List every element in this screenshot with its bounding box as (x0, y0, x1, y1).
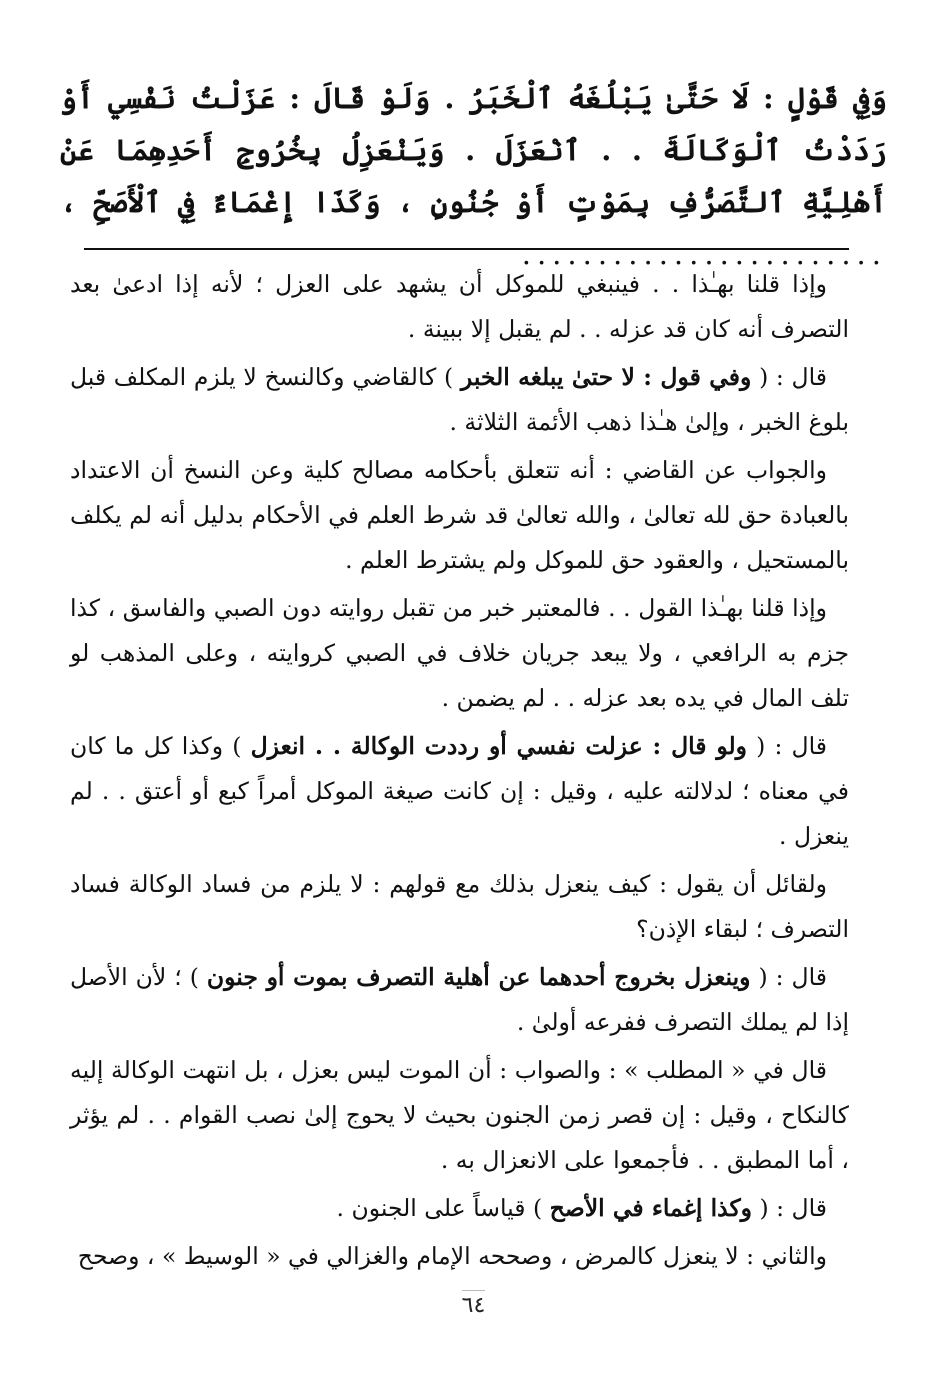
paragraph-3-text: والجواب عن القاضي : أنه تتعلق بأحكامه مصالح كلية وعن النسخ أن الاعتداد بالعبادة حق لله تعالىٰ ، والله تعالىٰ قد شرط العلم في الأحكام بدليل أنه لم يكلف بالمستحيل ، والعقود حق للموكل ولم يشترط العلم . (70, 456, 849, 574)
paragraph-1-text: وإذا قلنا بهـٰذا . . فينبغي للموكل أن يشهد على العزل ؛ لأنه إذا ادعىٰ بعد التصرف أنه كان قد عزله . . لم يقبل إلا ببينة . (70, 270, 849, 343)
paragraph-2-lead: قال : ( (751, 363, 827, 391)
matn-line-1: وَفِي قَوْلٍ : لَا حَتَّىٰ يَبْلُغَهُ ٱلْخَبَرُ . وَلَوْ قَالَ : عَزَلْتُ نَفْسِي أَوْ رَدَدْتُ ٱلْوَكَالَةَ . . (60, 81, 888, 167)
paragraph-10-text: والثاني : لا ينعزل كالمرض ، وصححه الإمام والغزالي في « الوسيط » ، وصحح (77, 1242, 827, 1270)
paragraph-7 (70, 955, 849, 1045)
paragraph-5-quote: ولو قال : عزلت نفسي أو رددت الوكالة . . انعزل (250, 732, 748, 760)
separator-line (84, 248, 849, 250)
paragraph-5 (70, 724, 849, 859)
paragraph-5-text: ) وكذا كل ما كان في معناه ؛ لدلالته عليه ، وقيل : إن كانت صيغة الموكل أمراً كبع أو أعتق . . لم ينعزل . (70, 732, 849, 850)
matn-line-2: ٱنْعَزَلَ . وَيَنْعَزِلُ بِخُرُوجِ أَحَدِهِمَا عَنْ أَهْلِيَّةِ ٱلتَّصَرُّفِ بِمَوْتٍ أَوْ جُنُونٍ ، وَكَذَا إِغْمَاءٌ (60, 133, 887, 219)
paragraph-9 (70, 1186, 849, 1231)
paragraph-3 (70, 448, 849, 583)
paragraph-8-text: قال في « المطلب » : والصواب : أن الموت ليس بعزل ، بل انتهت الوكالة إليه كالنكاح ، وقيل : إن قصر زمن الجنون بحيث لا يحوج إلىٰ نصب القوام . . لم يؤثر ، أما المطبق . . فأجمعوا على الانعزال به . (70, 1056, 849, 1174)
paragraph-4-text: وإذا قلنا بهـٰذا القول . . فالمعتبر خبر من تقبل روايته دون الصبي والفاسق ، كذا جزم به الرافعي ، ولا يبعد جريان خلاف في الصبي كروايته ، وعلى المذهب لو تلف المال في يده بعد عزله . . لم يضمن . (70, 594, 849, 712)
paragraph-8 (70, 1048, 849, 1183)
paragraph-2 (70, 355, 849, 445)
paragraph-9-text: ) قياساً على الجنون . (336, 1194, 550, 1222)
page-number (0, 1290, 947, 1318)
paragraph-7-quote: وينعزل بخروج أحدهما عن أهلية التصرف بموت أو جنون (206, 963, 751, 991)
paragraph-6 (70, 862, 849, 952)
page-number-text: ٦٤ (462, 1290, 486, 1318)
matn-ellipsis-dots: ........................ (521, 237, 887, 271)
paragraph-2-quote: وفي قول : لا حتىٰ يبلغه الخبر (460, 363, 752, 391)
paragraph-9-quote: وكذا إغماء في الأصح (549, 1194, 753, 1222)
paragraph-4 (70, 586, 849, 721)
paragraph-5-lead: قال : ( (747, 732, 827, 760)
matn-line-3: فِي ٱلْأَصَحِّ ، (60, 185, 195, 219)
paragraph-10 (70, 1234, 849, 1279)
paragraph-9-lead: قال : ( (752, 1194, 827, 1222)
paragraph-2-text: ) كالقاضي وكالنسخ لا يلزم المكلف قبل بلوغ الخبر ، وإلىٰ هـٰذا ذهب الأئمة الثلاثة . (70, 363, 849, 436)
commentary-text-block (70, 262, 849, 1282)
paragraph-7-lead: قال : ( (750, 963, 827, 991)
paragraph-6-text: ولقائل أن يقول : كيف ينعزل بذلك مع قولهم : لا يلزم من فساد الوكالة فساد التصرف ؛ لبقاء الإذن؟ (70, 870, 849, 943)
paragraph-1 (70, 262, 849, 352)
paragraph-7-text: ) ؛ لأن الأصل إذا لم يملك التصرف ففرعه أولىٰ . (70, 963, 849, 1036)
